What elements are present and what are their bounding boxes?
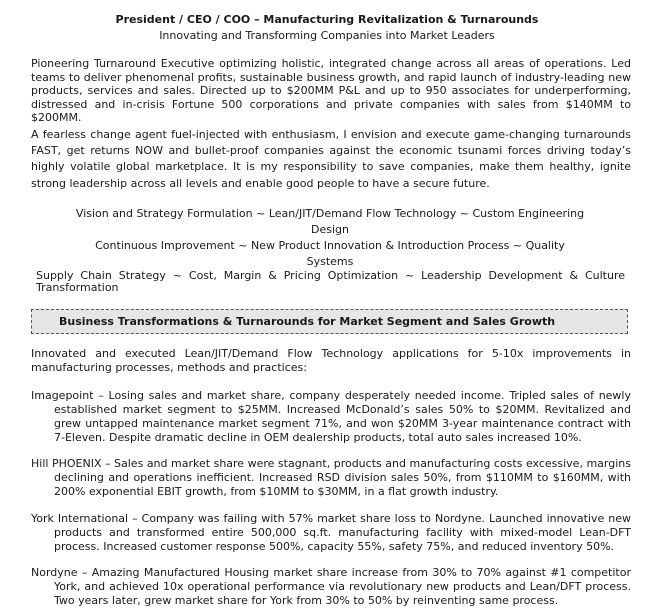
section-intro: Innovated and executed Lean/JIT/Demand Flow Technology applications for 5-10x improvements in manufacturing processes, methods and practices: xyxy=(31,347,631,374)
competencies-line-1: Vision and Strategy Formulation ~ Lean/JIT/Demand Flow Technology ~ Custom Engineering Design xyxy=(75,207,585,236)
competencies-line-2: Continuous Improvement ~ New Product Innovation & Introduction Process ~ Quality Systems xyxy=(95,239,565,268)
achievement-entry: York International – Company was failing with 57% market share loss to Nordyne. Launched innovative new products and transformed entire 500,000 sq.ft. manufacturing facility with mixed-model Lean-DFT process. Increased customer response 500%, capacity 55%, safety 75%, and reduced inventory 50%. xyxy=(31,512,631,553)
achievement-entry: Nordyne – Amazing Manufactured Housing market share increase from 30% to 70% against #1 competitor York, and achieved 10x operational performance via revolutionary new products and Lean/DFT process. Two years later, grew market share for York from 30% to 50% by reinventing same process. xyxy=(31,566,631,607)
achievement-entry: Hill PHOENIX – Sales and market share were stagnant, products and manufacturing costs excessive, margins declining and operations inefficient. Increased RSD division sales 50%, from $110MM to $160MM, with 200% exponential EBIT growth, from $10MM to $30MM, in a flat growth industry. xyxy=(31,457,631,498)
summary-paragraph-2: A fearless change agent fuel-injected with enthusiasm, I envision and execute game-changing turnarounds FAST, get returns NOW and bullet-proof companies against the economic tsunami forces driving today’s highly volatile global marketplace. It is my responsibility to save companies, make them healthy, ignite strong leadership across all levels and enable good people to have a secure future. xyxy=(31,128,631,190)
competencies-line-3: Supply Chain Strategy ~ Cost, Margin & Pricing Optimization ~ Leadership Development & Culture Transformation xyxy=(36,269,625,294)
section-heading-box xyxy=(31,309,628,334)
summary-paragraph-1: Pioneering Turnaround Executive optimizing holistic, integrated change across all areas of operations. Led teams to deliver phenomenal profits, sustainable business growth, and rapid launch of industry-leading new products, services and sales. Directed up to $200MM P&L and up to 950 associates for underperforming, distressed and in-crisis Fortune 500 corporations and private companies with sales from $140MM to $200MM. xyxy=(31,57,631,124)
resume-subheadline: Innovating and Transforming Companies into Market Leaders xyxy=(159,29,495,42)
achievement-entry: Imagepoint – Losing sales and market share, company desperately needed income. Tripled sales of newly established market segment to $25MM. Increased McDonald’s sales 50% to $20MM. Revitalized and grew untapped maintenance market segment 71%, and won $20MM 3-year maintenance contract with 7-Eleven. Despite dramatic decline in OEM dealership products, total auto sales increased 10%. xyxy=(31,389,631,444)
resume-headline: President / CEO / COO – Manufacturing Revitalization & Turnarounds xyxy=(115,13,539,26)
section-heading: Business Transformations & Turnarounds for Market Segment and Sales Growth xyxy=(59,315,556,328)
